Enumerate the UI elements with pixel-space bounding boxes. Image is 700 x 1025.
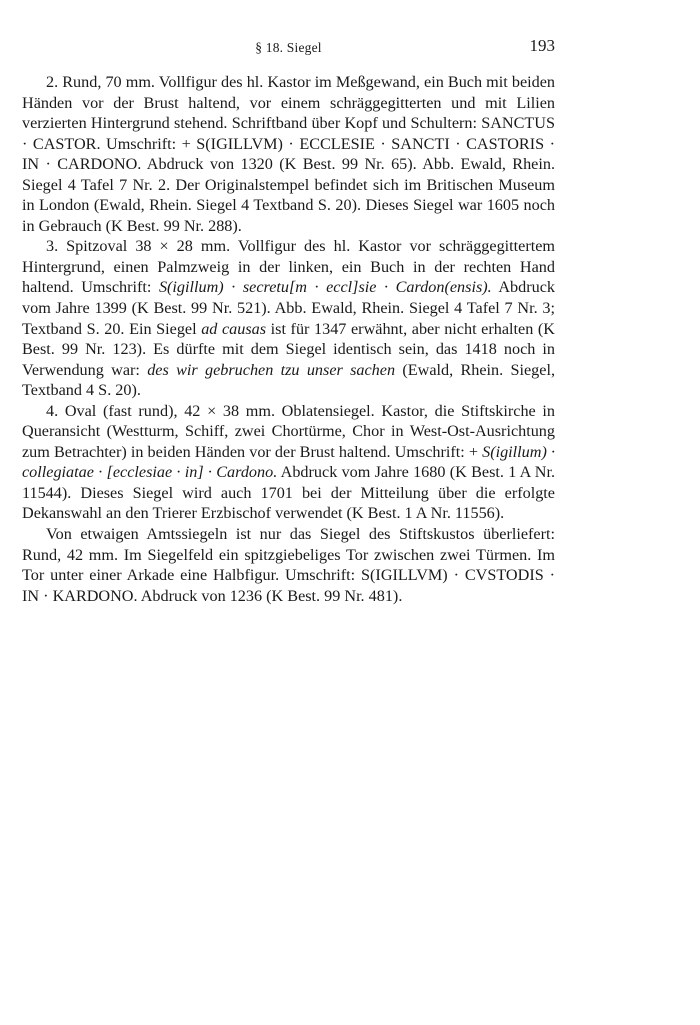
text-run: 4. Oval (fast rund), 42 × 38 mm. Oblatensiegel. Kastor, die Stiftskirche in Queransicht (Westturm, Schiff, zwei Chortürme, Chor in West-Ost-Ausrichtung zum Betrachter) in beiden Händen vor der Brust haltend. Umschrift: + [22, 401, 555, 461]
paragraph-seal-2 [22, 72, 555, 236]
paragraph-seal-3 [22, 236, 555, 400]
italic-inscription: S(igillum) · collegiatae · [ecclesiae · in] · Cardono. [22, 442, 555, 482]
italic-inscription: S(igillum) · secretu[m · eccl]sie · Cardon(ensis). [158, 278, 492, 297]
text-run: 3. Spitzoval 38 × 28 mm. Vollfigur des hl. Kastor vor schräggegittertem Hintergrund, einen Palmzweig in der linken, ein Buch in der rechten Hand haltend. Umschrift: [22, 237, 555, 297]
text-run: Abdruck vom Jahre 1399 (K Best. 99 Nr. 521). Abb. Ewald, Rhein. Siegel 4 Tafel 7 Nr. 3; Textband S. 20. Ein Siegel [22, 278, 555, 338]
section-title: § 18. Siegel [255, 40, 322, 55]
page-number: 193 [529, 36, 555, 55]
text-run: 2. Rund, 70 mm. Vollfigur des hl. Kastor im Meßgewand, ein Buch mit beiden Händen vor der Brust haltend, vor einem schräggegitterten und mit Lilien verzierten Hintergrund stehend. Schriftband über Kopf und Schultern: SANCTUS · CASTOR. Umschrift: + S(IGILLVM) · ECCLESIE · SANCTI · CASTORIS · IN · CARDONO. Abdruck von 1320 (K Best. 99 Nr. 65). Abb. Ewald, Rhein. Siegel 4 Tafel 7 Nr. 2. Der Originalstempel befindet sich im Britischen Museum in London (Ewald, Rhein. Siegel 4 Textband S. 20). Dieses Siegel war 1605 noch in Gebrauch (K Best. 99 Nr. 288). [22, 73, 555, 235]
text-run: ist für 1347 erwähnt, aber nicht erhalten (K Best. 99 Nr. 123). Es dürfte mit dem Siegel identisch sein, das 1418 noch in Verwendung war: [22, 319, 555, 379]
paragraph-seal-4 [22, 401, 555, 524]
italic-quotation: des wir gebruchen tzu unser sachen [147, 360, 396, 379]
italic-term: ad causas [201, 319, 267, 338]
running-head [22, 36, 555, 60]
paragraph-custos-seal [22, 524, 555, 606]
text-run: Abdruck vom Jahre 1680 (K Best. 1 A Nr. 11544). Dieses Siegel wird auch 1701 bei der Mitteilung über die erfolgte Dekanswahl an den Trierer Erzbischof verwendet (K Best. 1 A Nr. 11556). [22, 463, 555, 523]
text-run: (Ewald, Rhein. Siegel, Textband 4 S. 20). [22, 360, 556, 400]
text-run: Von etwaigen Amtssiegeln ist nur das Siegel des Stiftskustos überliefert: Rund, 42 mm. Im Siegelfeld ein spitzgiebeliges Tor zwischen zwei Türmen. Im Tor unter einer Arkade eine Halbfigur. Umschrift: S(IGILLVM) · CVSTODIS · IN · KARDONO. Abdruck von 1236 (K Best. 99 Nr. 481). [22, 525, 555, 605]
body-text [22, 72, 555, 606]
